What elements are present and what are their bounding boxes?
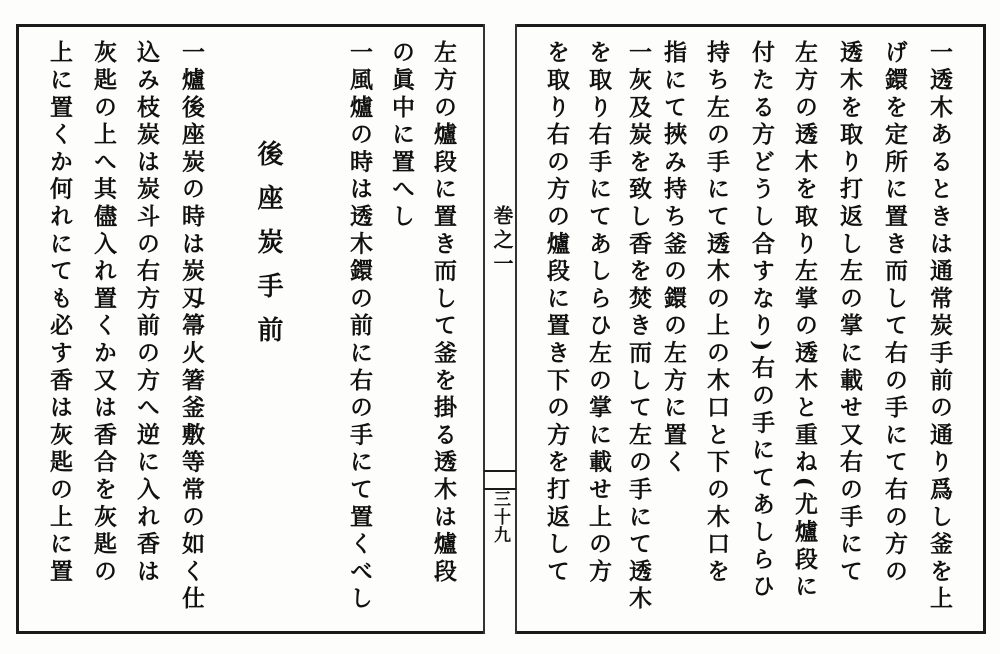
text-column: を取り右の方の爐段に置き下の方を打返して — [543, 40, 570, 586]
page-number: 三十九 — [490, 490, 510, 544]
text-column: 灰匙の上へ其儘入れ置くか又は香合を灰匙の — [90, 40, 117, 586]
text-column: の眞中に置へし — [388, 40, 415, 232]
text-column: 透木を取り打返し左の掌に載せ又右の手にて — [836, 40, 863, 586]
text-column: 指にて挾み持ち釜の鐶の左方に置く — [660, 40, 687, 477]
section-title: 後座炭手前 — [253, 140, 283, 360]
text-column: 一風爐の時は透木鐶の前に右の手にて置くべし — [346, 40, 373, 614]
text-column: 込み枝炭は炭斗の右方前の方へ逆に入れ香は — [133, 40, 160, 586]
text-column: 付たる方どうし合すなり)右の手にてあしらひ — [748, 40, 775, 602]
volume-label: 巻之一 — [490, 205, 514, 277]
gutter-rule-right — [515, 24, 517, 634]
text-column: 上に置くか何れにても必す香は灰匙の上に置 — [46, 40, 73, 586]
text-column: 持ち左の手にて透木の上の木口と下の木口を — [703, 40, 730, 586]
text-column: 一灰及炭を致し香を焚き而して左の手にて透木 — [625, 40, 652, 614]
text-column: 一透木あるときは通常炭手前の通り爲し釜を上 — [926, 40, 953, 614]
text-column: 左方の透木を取り左掌の透木と重ね(尤爐段に — [791, 40, 818, 602]
text-column: 一爐後座炭の時は炭刄箒火箸釜敷等常の如く仕 — [178, 40, 205, 614]
gutter-tick — [484, 470, 516, 472]
text-column: げ鐶を定所に置き而して右の手にて右の方の — [881, 40, 908, 586]
text-column: 左方の爐段に置き而して釜を掛る透木は爐段 — [430, 40, 457, 586]
text-column: を取り右手にてあしらひ左の掌に載せ上の方 — [585, 40, 612, 586]
gutter-rule-left — [483, 24, 485, 634]
